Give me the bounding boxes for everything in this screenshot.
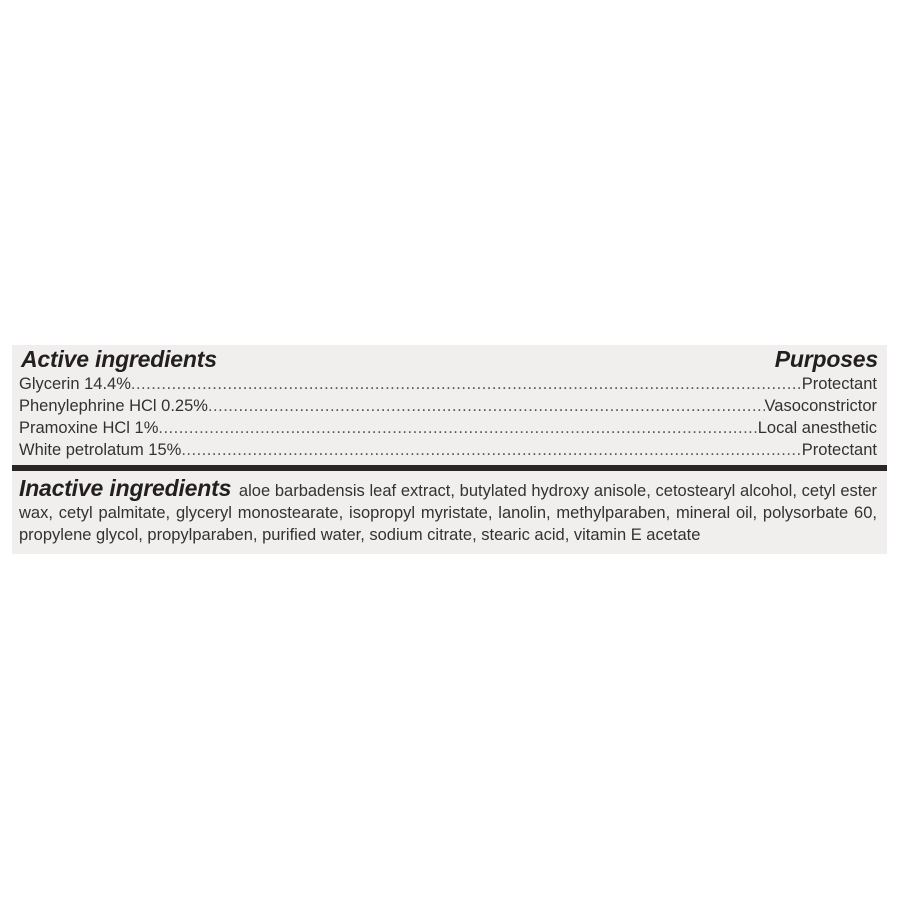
dot-leader bbox=[208, 397, 765, 416]
ingredient-row bbox=[19, 419, 877, 441]
active-ingredients-list bbox=[19, 375, 877, 463]
ingredient-name: Phenylephrine HCl 0.25% bbox=[19, 397, 208, 415]
purposes-heading: Purposes bbox=[774, 346, 878, 372]
ingredient-purpose: Protectant bbox=[801, 375, 877, 393]
ingredient-name: Pramoxine HCl 1% bbox=[19, 419, 159, 437]
ingredient-row bbox=[19, 441, 877, 463]
ingredient-name: Glycerin 14.4% bbox=[19, 375, 131, 393]
dot-leader bbox=[181, 441, 801, 460]
ingredient-purpose: Vasoconstrictor bbox=[764, 397, 877, 415]
dot-leader bbox=[158, 419, 757, 438]
ingredient-purpose: Protectant bbox=[801, 441, 877, 459]
section-divider bbox=[12, 465, 887, 471]
inactive-ingredients-text: aloe barbadensis leaf extract, butylated hydroxy anisole, cetostearyl alcohol, cetyl ester wax, cetyl palmitate, glyceryl monostearate, isopropyl myristate, lanolin, methylparaben, mineral oil, polysorbate 60, propylene glycol, propylparaben, purified water, sodium citrate, stearic acid, vitamin E acetate bbox=[19, 482, 877, 544]
active-ingredients-header bbox=[21, 346, 878, 376]
inactive-ingredients-section bbox=[19, 477, 877, 546]
active-ingredients-section bbox=[12, 345, 887, 464]
drug-facts-panel bbox=[12, 345, 887, 554]
ingredient-purpose: Local anesthetic bbox=[757, 419, 877, 437]
ingredient-row bbox=[19, 397, 877, 419]
active-ingredients-heading: Active ingredients bbox=[21, 346, 217, 372]
ingredient-row bbox=[19, 375, 877, 397]
ingredient-name: White petrolatum 15% bbox=[19, 441, 182, 459]
dot-leader bbox=[131, 375, 802, 394]
inactive-ingredients-heading: Inactive ingredients bbox=[19, 475, 232, 501]
